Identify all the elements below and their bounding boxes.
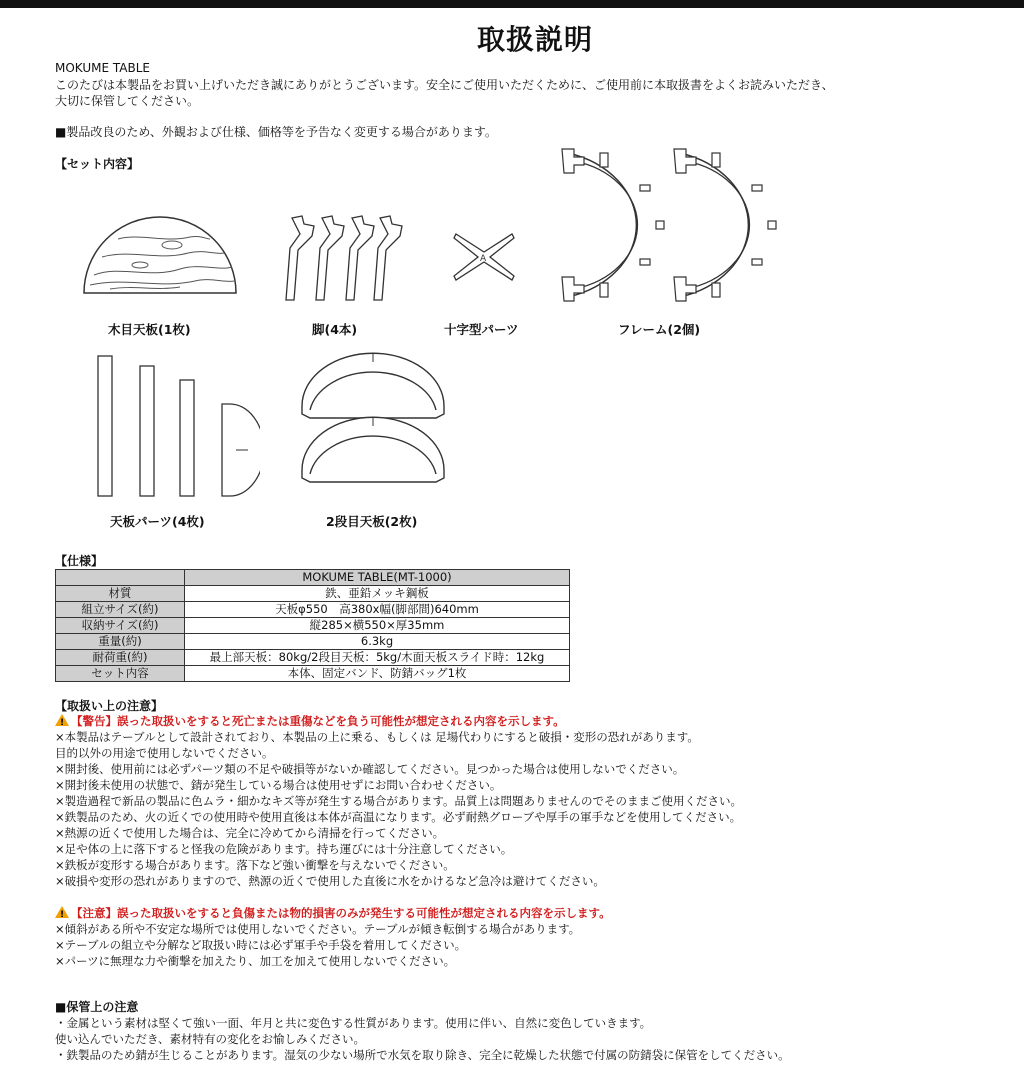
spec-row-weight xyxy=(56,634,570,650)
wood-top-illustration xyxy=(80,215,240,297)
spec-header-blank xyxy=(56,570,185,586)
storage-line: 使い込んでいただき、素材特有の変化をお愉しみください。 xyxy=(55,1032,366,1046)
warning-line: ×破損や変形の恐れがありますので、熱源の近くで使用した直後に水をかけるなど急冷は避けてください。 xyxy=(55,874,605,888)
caution-title xyxy=(55,905,611,921)
caption-legs: 脚(4本) xyxy=(312,322,358,337)
spec-value: 天板φ550 高380x幅(脚部間)640mm xyxy=(185,602,570,618)
spec-row-set-contents xyxy=(56,666,570,682)
warning-line: ×鉄板が変形する場合があります。落下など強い衝撃を与えないでください。 xyxy=(55,858,455,872)
caption-cross-part: 十字型パーツ xyxy=(444,322,519,337)
warning-title-text: 【警告】誤った取扱いをすると死亡または重傷などを負う可能性が想定される内容を示します。 xyxy=(71,714,565,728)
handling-heading: 【取扱い上の注意】 xyxy=(55,699,164,713)
notice-text: ■製品改良のため、外観および仕様、価格等を予告なく変更する場合があります。 xyxy=(55,125,497,139)
spec-row-storage-size xyxy=(56,618,570,634)
frame-illustration-2 xyxy=(672,145,782,305)
warning-line: ×本製品はテーブルとして設計されており、本製品の上に乗る、もしくは 足場代わりにすると破損・変形の恐れがあります。 xyxy=(55,730,699,744)
warning-title xyxy=(55,713,565,729)
spec-value: 縦285×横550×厚35mm xyxy=(185,618,570,634)
spec-table xyxy=(55,569,570,682)
top-parts-illustration xyxy=(90,352,260,502)
warning-triangle-icon xyxy=(55,714,69,726)
caution-line: ×パーツに無理な力や衝撃を加えたり、加工を加えて使用しないでください。 xyxy=(55,954,456,968)
spec-header-row xyxy=(56,570,570,586)
storage-line: ・金属という素材は堅くて強い一面、年月と共に変色する性質があります。使用に伴い、自然に変色していきます。 xyxy=(55,1016,652,1030)
warning-line: ×鉄製品のため、火の近くでの使用時や使用直後は本体が高温になります。必ず耐熱グローブや厚手の軍手などを使用してください。 xyxy=(55,810,742,824)
spec-value: 本体、固定バンド、防錆バッグ1枚 xyxy=(185,666,570,682)
spec-label: セット内容 xyxy=(56,666,185,682)
legs-illustration xyxy=(280,210,410,305)
spec-label: 材質 xyxy=(56,586,185,602)
spec-label: 収納サイズ(約) xyxy=(56,618,185,634)
storage-heading: ■保管上の注意 xyxy=(55,1000,139,1014)
spec-label: 組立サイズ(約) xyxy=(56,602,185,618)
caution-triangle-icon xyxy=(55,906,69,918)
warning-line: ×開封後、使用前には必ずパーツ類の不足や破損等がないか確認してください。見つかった場合は使用しないでください。 xyxy=(55,762,685,776)
set-contents-heading: 【セット内容】 xyxy=(55,157,140,171)
spec-row-material xyxy=(56,586,570,602)
caption-frame: フレーム(2個) xyxy=(618,322,701,337)
intro-line-1: このたびは本製品をお買い上げいただき誠にありがとうございます。安全にご使用いただくために、ご使用前に本取扱書をよくお読みいただき、 xyxy=(55,78,834,92)
warning-line: 目的以外の用途で使用しないでください。 xyxy=(55,746,274,760)
cross-part-illustration xyxy=(452,230,517,285)
spec-heading: 【仕様】 xyxy=(55,554,104,568)
spec-header-model: MOKUME TABLE(MT-1000) xyxy=(185,570,570,586)
caption-wood-top: 木目天板(1枚) xyxy=(108,322,191,337)
caution-title-text: 【注意】誤った取扱いをすると負傷または物的損害のみが発生する可能性が想定される内容を示します。 xyxy=(71,906,611,920)
spec-label: 耐荷重(約) xyxy=(56,650,185,666)
spec-value: 6.3kg xyxy=(185,634,570,650)
spec-value: 最上部天板：80kg/2段目天板：5kg/木面天板スライド時：12kg xyxy=(185,650,570,666)
storage-line: ・鉄製品のため錆が生じることがあります。湿気の少ない場所で水気を取り除き、完全に乾燥した状態で付属の防錆袋に保管をしてください。 xyxy=(55,1048,790,1062)
caution-line: ×テーブルの組立や分解など取扱い時には必ず軍手や手袋を着用してください。 xyxy=(55,938,467,952)
top-bar xyxy=(0,0,1024,8)
cross-mark-label: A xyxy=(480,254,487,264)
warning-line: ×足や体の上に落下すると怪我の危険があります。持ち運びには十分注意してください。 xyxy=(55,842,513,856)
product-name: MOKUME TABLE xyxy=(55,61,150,75)
spec-row-load-capacity xyxy=(56,650,570,666)
warning-line: ×開封後未使用の状態で、錆が発生している場合は使用せずにお問い合わせください。 xyxy=(55,778,502,792)
spec-label: 重量(約) xyxy=(56,634,185,650)
intro-line-2: 大切に保管してください。 xyxy=(55,94,200,108)
page-title: 取扱説明 xyxy=(476,23,593,56)
second-tier-top-illustration xyxy=(296,350,450,490)
caption-second-tier-top: 2段目天板(2枚) xyxy=(326,514,418,529)
frame-illustration-1 xyxy=(560,145,670,305)
spec-row-assembled-size xyxy=(56,602,570,618)
caution-line: ×傾斜がある所や不安定な場所では使用しないでください。テーブルが傾き転倒する場合があります。 xyxy=(55,922,581,936)
caption-top-parts: 天板パーツ(4枚) xyxy=(110,514,205,529)
warning-line: ×熱源の近くで使用した場合は、完全に冷めてから清掃を行ってください。 xyxy=(55,826,445,840)
warning-line: ×製造過程で新品の製品に色ムラ・細かなキズ等が発生する場合があります。品質上は問題ありませんのでそのままご使用ください。 xyxy=(55,794,742,808)
spec-value: 鉄、亜鉛メッキ鋼板 xyxy=(185,586,570,602)
